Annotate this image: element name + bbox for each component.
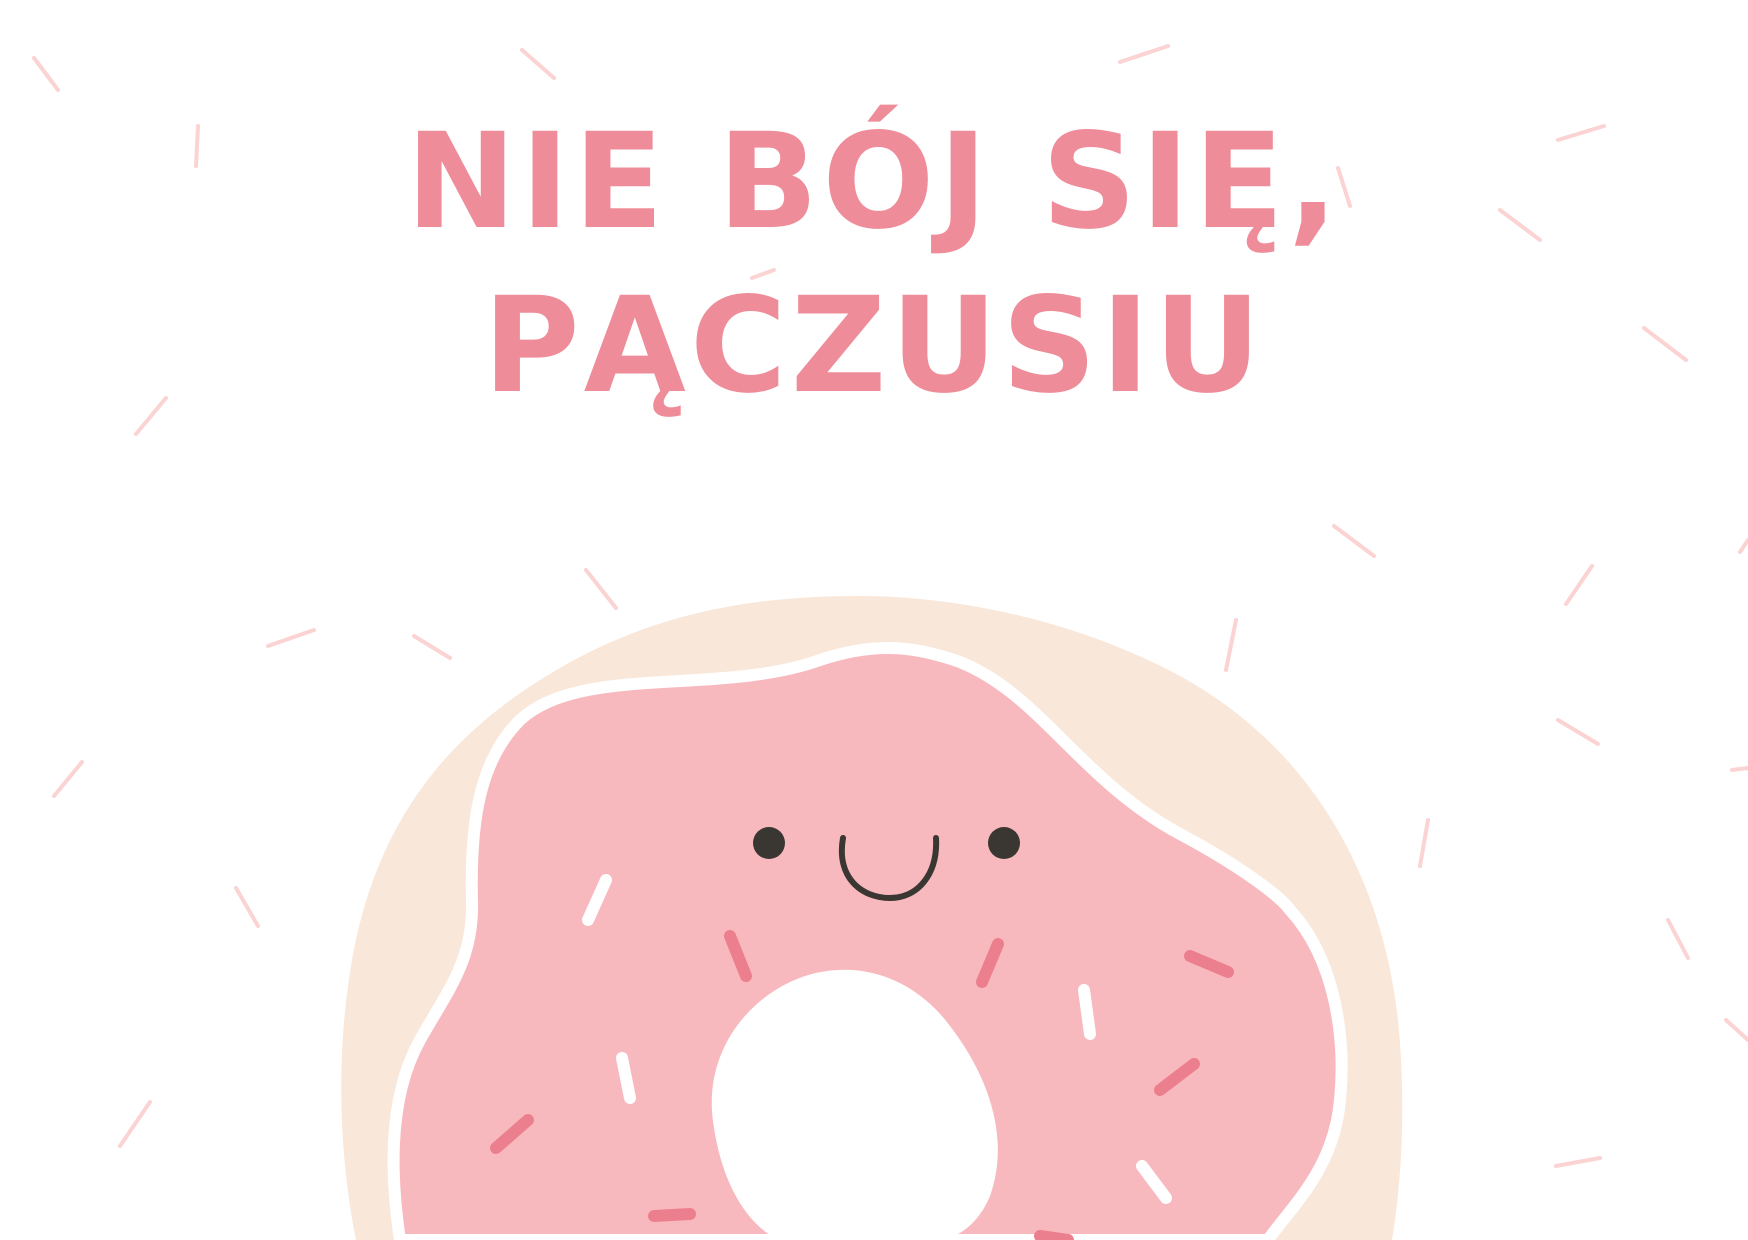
headline-line-2: PĄCZUSIU [482, 269, 1266, 423]
left-eye-icon [753, 827, 785, 859]
headline-line-1: NIE BÓJ SIĘ, [405, 105, 1343, 259]
headline [0, 100, 1748, 428]
right-eye-icon [988, 827, 1020, 859]
